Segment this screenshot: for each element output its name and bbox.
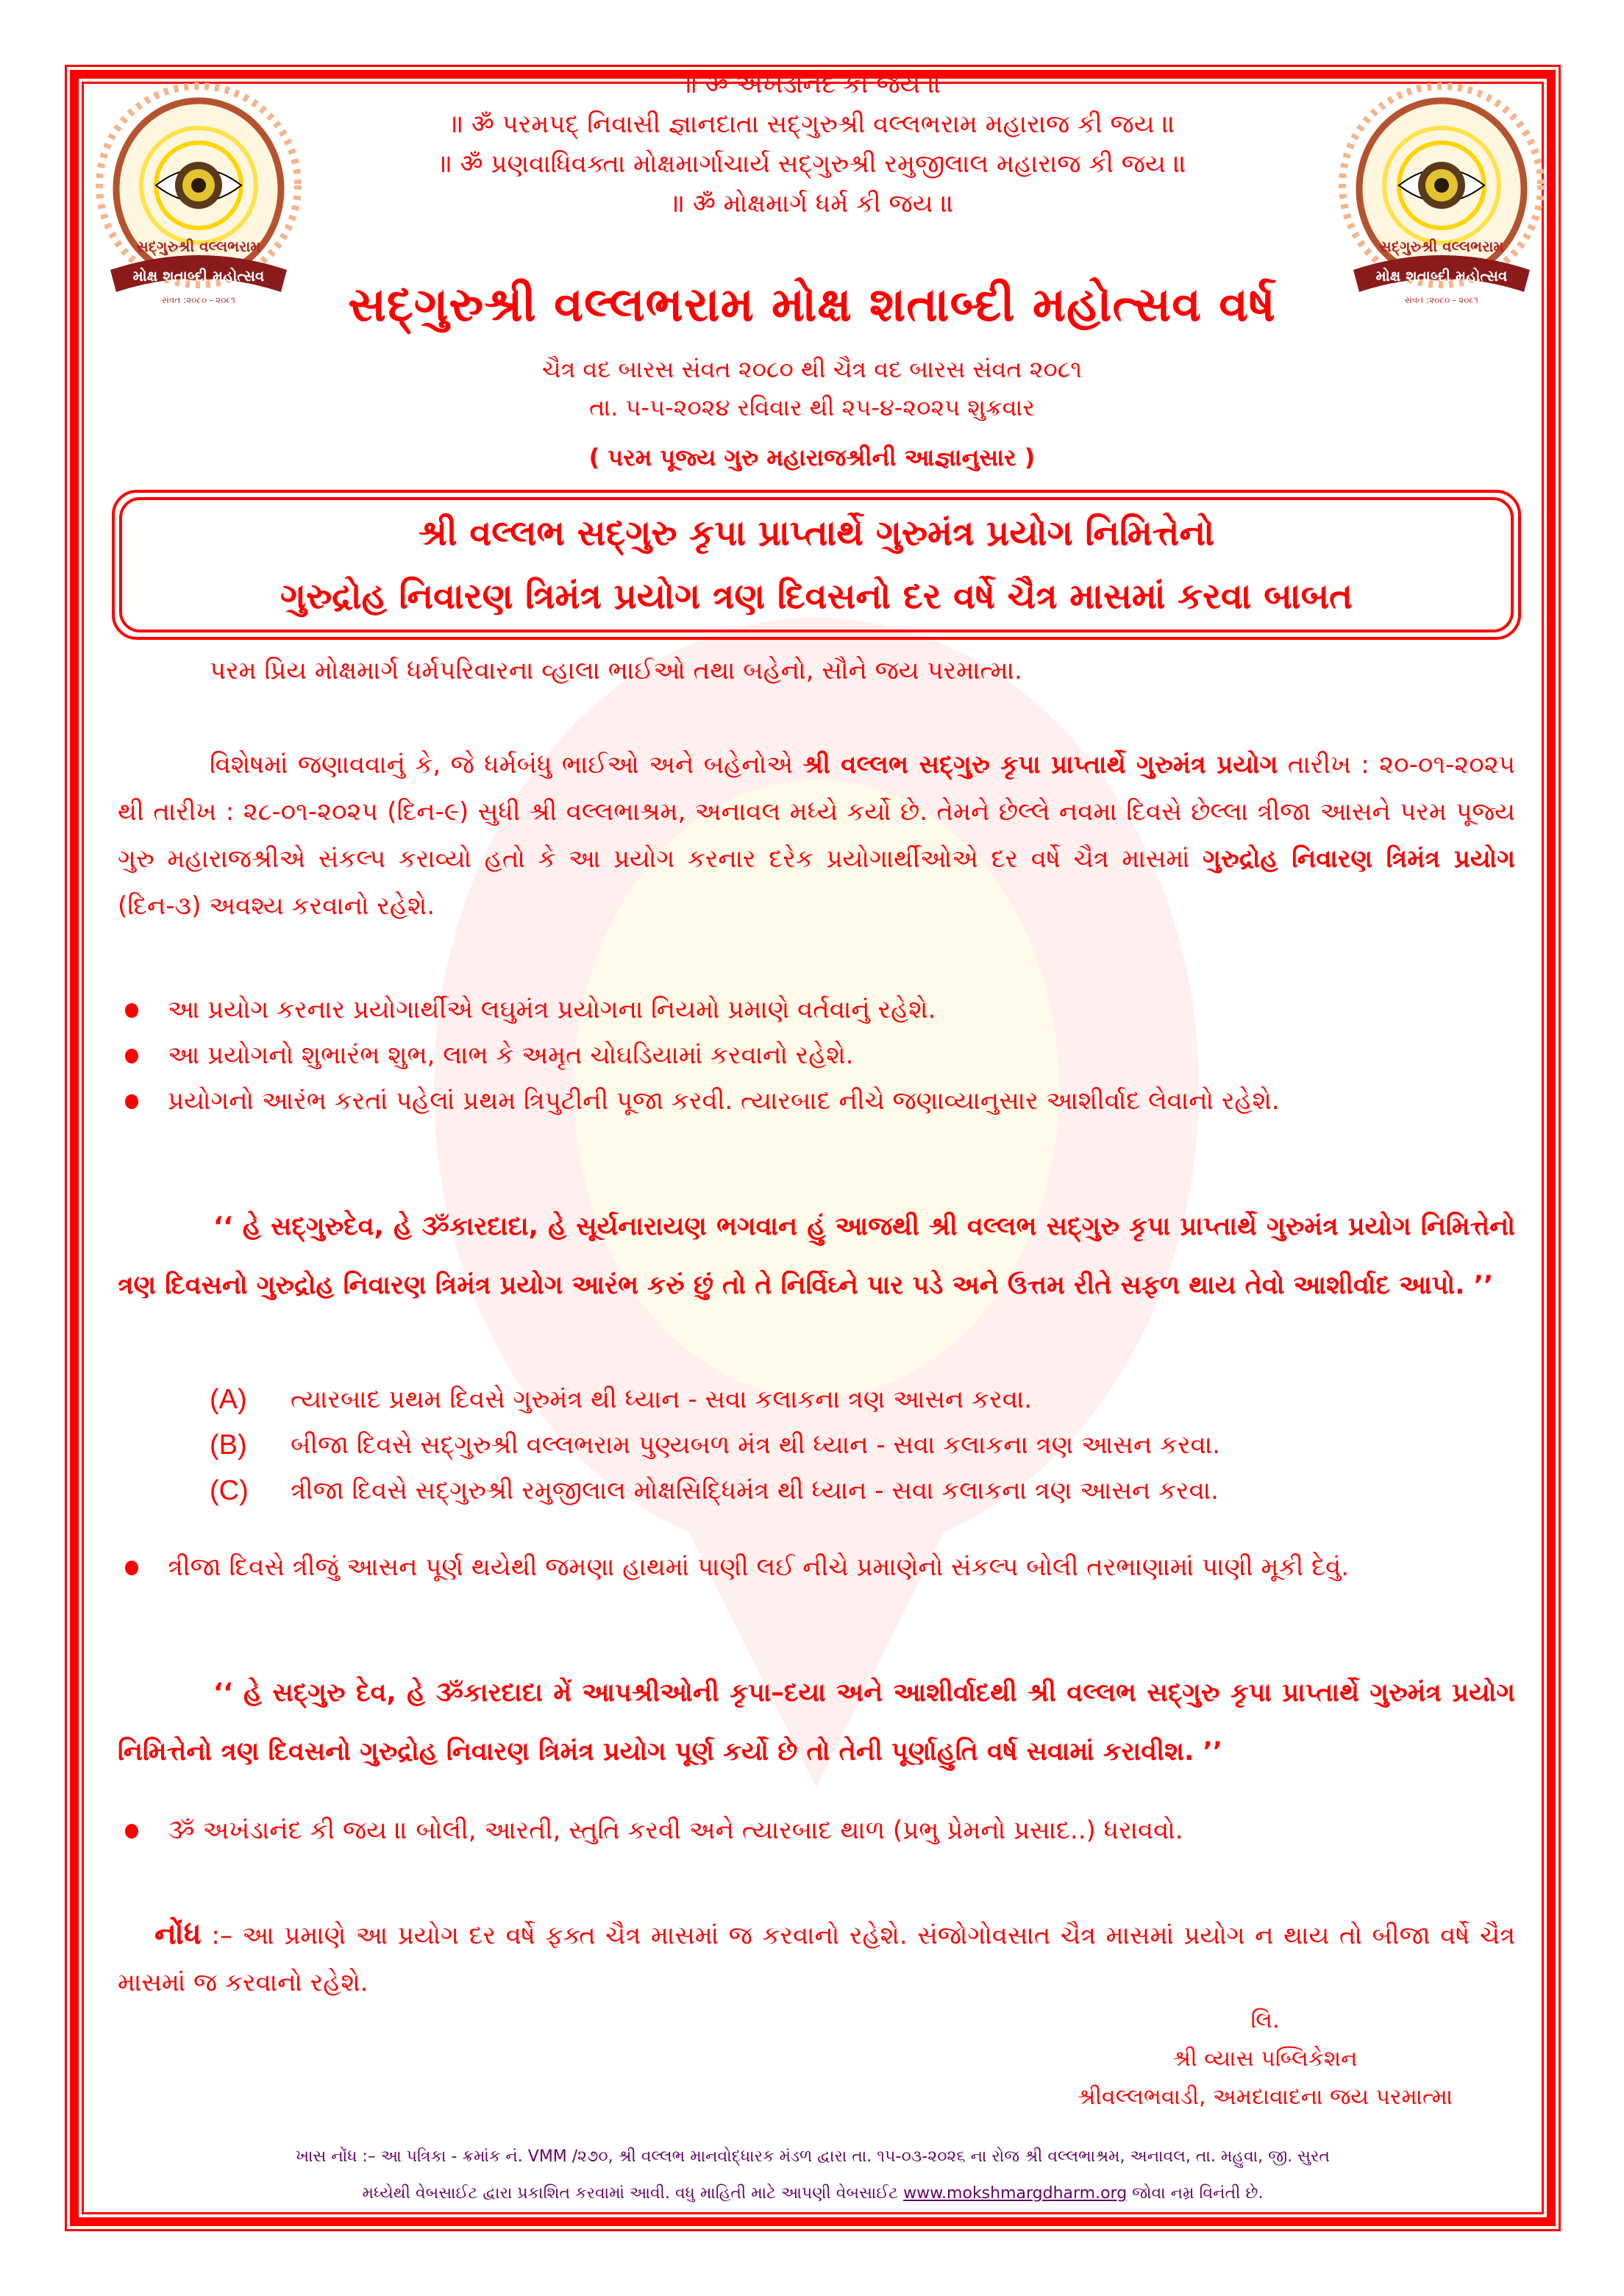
- subject-text: [112, 502, 1521, 628]
- instruction-list: [118, 987, 1515, 1124]
- logo-samvat: સંવત :૨૦૮૦ - ૨૦૮૧: [1405, 295, 1478, 305]
- step-text: બીજા દિવસે સદ્‌ગુરુશ્રી વલ્લભરામ પુણ્યબળ મંત્ર થી ધ્યાન - સવા કલાકના ત્રણ આસન કરવા.: [291, 1430, 1220, 1460]
- logo-samvat: સંવત :૨૦૮૦ - ૨૦૮૧: [162, 295, 235, 305]
- list-item-text: ત્રીજા દિવસે ત્રીજું આસન પૂર્ણ થયેથી જમણા હાથમાં પાણી લઈ નીચે પ્રમાણેનો સંકલ્પ બોલી તરભાણામાં પાણી મૂકી દેવું.: [168, 1552, 1350, 1582]
- main-bold-text: ગુરુદ્રોહ નિવારણ ત્રિમંત્ર પ્રયોગ: [1203, 844, 1515, 874]
- website-link[interactable]: www.mokshmargdharm.org: [903, 2184, 1128, 2203]
- invocation-line: ॥ ॐ પ્રણવાધિવક્તા મોક્ષમાર્ગાચાર્ય સદ્‌ગુરુશ્રી રમુજીલાલ મહારાજ કી જય ॥: [437, 149, 1187, 179]
- step-label: (B): [210, 1430, 247, 1461]
- signature-line: લિ.: [1250, 2008, 1280, 2033]
- logo-ribbon: મોક્ષ શતાબ્દી મહોત્સવ: [1375, 267, 1508, 285]
- signature-line: શ્રીવલ્લભવાડી, અમદાવાદના જય પરમાત્મા: [1077, 2084, 1453, 2110]
- list-item: [118, 1033, 1515, 1078]
- step-row: [210, 1377, 1519, 1422]
- step-row: [210, 1422, 1519, 1468]
- date-lines: [0, 350, 1624, 427]
- date-line: તા. ૫-૫-૨૦૨૪ રવિવાર થી ૨૫-૪-૨૦૨૫ શુક્રવાર: [589, 393, 1035, 421]
- main-text: (દિન-૩) અવશ્ય કરવાનો રહેશે.: [118, 891, 435, 921]
- footer-line-2: [81, 2175, 1545, 2212]
- main-text: તારીખ : ૨૦-૦૧-૨૦૨૫ થી તારીખ : ૨૮-૦૧-૨૦૨૫ (દિન-૯) સુધી શ્રી વલ્લભાશ્રમ, અનાવલ મધ્યે કર્યો છે. તેમને છેલ્લે નવમા દિવસે છેલ્લા ત્રીજા આસને પરમ પૂજ્ય ગુરુ મહારાજશ્રીએ સંકલ્પ કરાવ્યો હતો કે આ પ્રયોગ કરનાર દરેક પ્રયોગાર્થીઓએ દર વર્ષે ચૈત્ર માસમાં: [118, 750, 1515, 874]
- bullet-icon: [125, 1094, 138, 1109]
- instruction-list: [118, 1808, 1515, 1853]
- note-text: :– આ પ્રમાણે આ પ્રયોગ દર વર્ષે ફક્ત ચૈત્ર માસમાં જ કરવાનો રહેશે. સંજોગોવસાત ચૈત્ર માસમાં પ્રયોગ ન થાય તો બીજા વર્ષે ચૈત્ર માસમાં જ કરવાનો રહેશે.: [118, 1921, 1515, 1997]
- date-line: ચૈત્ર વદ બારસ સંવત ૨૦૮૦ થી ચૈત્ર વદ બારસ સંવત ૨૦૮૧: [541, 355, 1082, 383]
- subject-line: શ્રી વલ્લભ સદ્‌ગુરુ કૃપા પ્રાપ્તાર્થે ગુરુમંત્ર પ્રયોગ નિમિત્તેનો: [418, 513, 1215, 554]
- list-item: [118, 1544, 1515, 1590]
- footer-line-1: ખાસ નોંધ :– આ પત્રિકા - ક્રમાંક નં. VMM /૨૭૦, શ્રી વલ્લભ માનવોદ્ધારક મંડળ દ્વારા તા. ૧૫-૦૩-૨૦૨૬ ના રોજ શ્રી વલ્લભાશ્રમ, અનાવલ, તા. મહુવા, જી. સુરત: [296, 2147, 1330, 2166]
- invocation-line: ॥ ॐ પરમપદ્ નિવાસી જ્ઞાનદાતા સદ્‌ગુરુશ્રી વલ્લભરામ મહારાજ કી જય ॥: [448, 110, 1176, 139]
- bullet-icon: [125, 1049, 138, 1063]
- list-item: [118, 1078, 1515, 1124]
- list-item: [118, 1808, 1515, 1853]
- footer-text: જોવા નમ્ર વિનંતી છે.: [1127, 2184, 1264, 2203]
- bullet-icon: [125, 1561, 138, 1575]
- aagna-line: ( પરમ પૂજ્ય ગુરુ મહારાજશ્રીની આજ્ઞાનુસાર ): [588, 443, 1036, 471]
- note: [118, 1911, 1515, 2006]
- signature-line: શ્રી વ્યાસ પબ્લિકેશન: [1172, 2046, 1358, 2072]
- subject-line: ગુરુદ્રોહ નિવારણ ત્રિમંત્ર પ્રયોગ ત્રણ દિવસનો દર વર્ષે ચૈત્ર માસમાં કરવા બાબત: [280, 576, 1353, 617]
- note-label: નોંધ: [154, 1917, 202, 1951]
- list-item: [118, 987, 1515, 1033]
- logo-name: સદ્‌ગુરુશ્રી વલ્લભરામ: [136, 238, 261, 255]
- step-text: ત્રીજા દિવસે સદ્‌ગુરુશ્રી રમુજીલાલ મોક્ષસિદ્ધિમંત્ર થી ધ્યાન - સવા કલાકના ત્રણ આસન કરવા.: [291, 1476, 1219, 1505]
- main-title: સદ્‌ગુરુશ્રી વલ્લભરામ મોક્ષ શતાબ્દી મહોત્સવ વર્ષ: [348, 278, 1276, 332]
- invocations: [0, 65, 1624, 224]
- logo-ribbon: મોક્ષ શતાબ્દી મહોત્સવ: [132, 267, 265, 285]
- footer-note: [81, 2139, 1545, 2212]
- list-item-text: પ્રયોગનો આરંભ કરતાં પહેલાં પ્રથમ ત્રિપુટીની પૂજા કરવી. ત્યારબાદ નીચે જણાવ્યાનુસાર આશીર્વાદ લેવાનો રહેશે.: [168, 1086, 1280, 1116]
- step-label: (A): [210, 1384, 247, 1415]
- invocation-line: ॥ ॐ અખંડાનંદ કી જય ॥: [682, 70, 942, 99]
- list-item-text: ૐ અખંડાનંદ કી જય ॥ બોલી, આરતી, સ્તુતિ કરવી અને ત્યારબાદ થાળ (પ્રભુ પ્રેમનો પ્રસાદ..) ધરાવવો.: [168, 1816, 1183, 1845]
- main-bold-text: શ્રી વલ્લભ સદ્‌ગુરુ કૃપા પ્રાપ્તાર્થે ગુરુમંત્ર પ્રયોગ: [802, 750, 1278, 780]
- day-steps: [210, 1377, 1519, 1514]
- instruction-list: [118, 1544, 1515, 1590]
- list-item-text: આ પ્રયોગનો શુભારંભ શુભ, લાભ કે અમૃત ચોઘડિયામાં કરવાનો રહેશે.: [168, 1041, 854, 1070]
- main-paragraph: [118, 741, 1515, 930]
- signature: [978, 2002, 1552, 2117]
- prayer-quote-end: ‘‘ હે સદ્‌ગુરુ દેવ, હે ૐકારદાદા મેં આપશ્રીઓની કૃપા–દયા અને આશીર્વાદથી શ્રી વલ્લભ સદ્‌ગુરુ કૃપા પ્રાપ્તાર્થે ગુરુમંત્ર પ્રયોગ નિમિત્તેનો ત્રણ દિવસનો ગુરુદ્રોહ નિવારણ ત્રિમંત્ર પ્રયોગ પૂર્ણ કર્યો છે તો તેની પૂર્ણાહુતિ વર્ષ સવામાં કરાવીશ. ’’: [118, 1678, 1515, 1766]
- step-text: ત્યારબાદ પ્રથમ દિવસે ગુરુમંત્ર થી ધ્યાન - સવા કલાકના ત્રણ આસન કરવા.: [291, 1385, 1033, 1414]
- greeting: પરમ પ્રિય મોક્ષમાર્ગ ધર્મપરિવારના વ્હાલા ભાઈઓ તથા બહેનો, સૌને જય પરમાત્મા.: [210, 656, 1022, 685]
- logo-name: સદ્‌ગુરુશ્રી વલ્લભરામ: [1379, 238, 1504, 255]
- step-row: [210, 1468, 1519, 1514]
- step-label: (C): [210, 1475, 249, 1506]
- prayer-quote-start: ‘‘ હે સદ્‌ગુરુદેવ, હે ૐકારદાદા, હે સૂર્યનારાયણ ભગવાન હું આજથી શ્રી વલ્લભ સદ્‌ગુરુ કૃપા પ્રાપ્તાર્થે ગુરુમંત્ર પ્રયોગ નિમિત્તેનો ત્રણ દિવસનો ગુરુદ્રોહ નિવારણ ત્રિમંત્ર પ્રયોગ આરંભ કરું છું તો તે નિર્વિઘ્ને પાર પડે અને ઉત્તમ રીતે સફળ થાય તેવો આશીર્વાદ આપો. ’’: [118, 1212, 1515, 1300]
- bullet-icon: [125, 1824, 138, 1839]
- bullet-icon: [125, 1003, 138, 1018]
- footer-text: મધ્યેથી વેબસાઈટ દ્વારા પ્રકાશિત કરવામાં આવી. વધુ માહિતી માટે આપણી વેબસાઈટ: [362, 2184, 904, 2203]
- list-item-text: આ પ્રયોગ કરનાર પ્રયોગાર્થીએ લઘુમંત્ર પ્રયોગના નિયમો પ્રમાણે વર્તવાનું રહેશે.: [168, 995, 936, 1024]
- main-text: વિશેષમાં જણાવવાનું કે, જે ધર્મબંધુ ભાઈઓ અને બહેનોએ: [210, 750, 803, 780]
- invocation-line: ॥ ॐ મોક્ષમાર્ગ ધર્મ કી જય ॥: [669, 189, 955, 218]
